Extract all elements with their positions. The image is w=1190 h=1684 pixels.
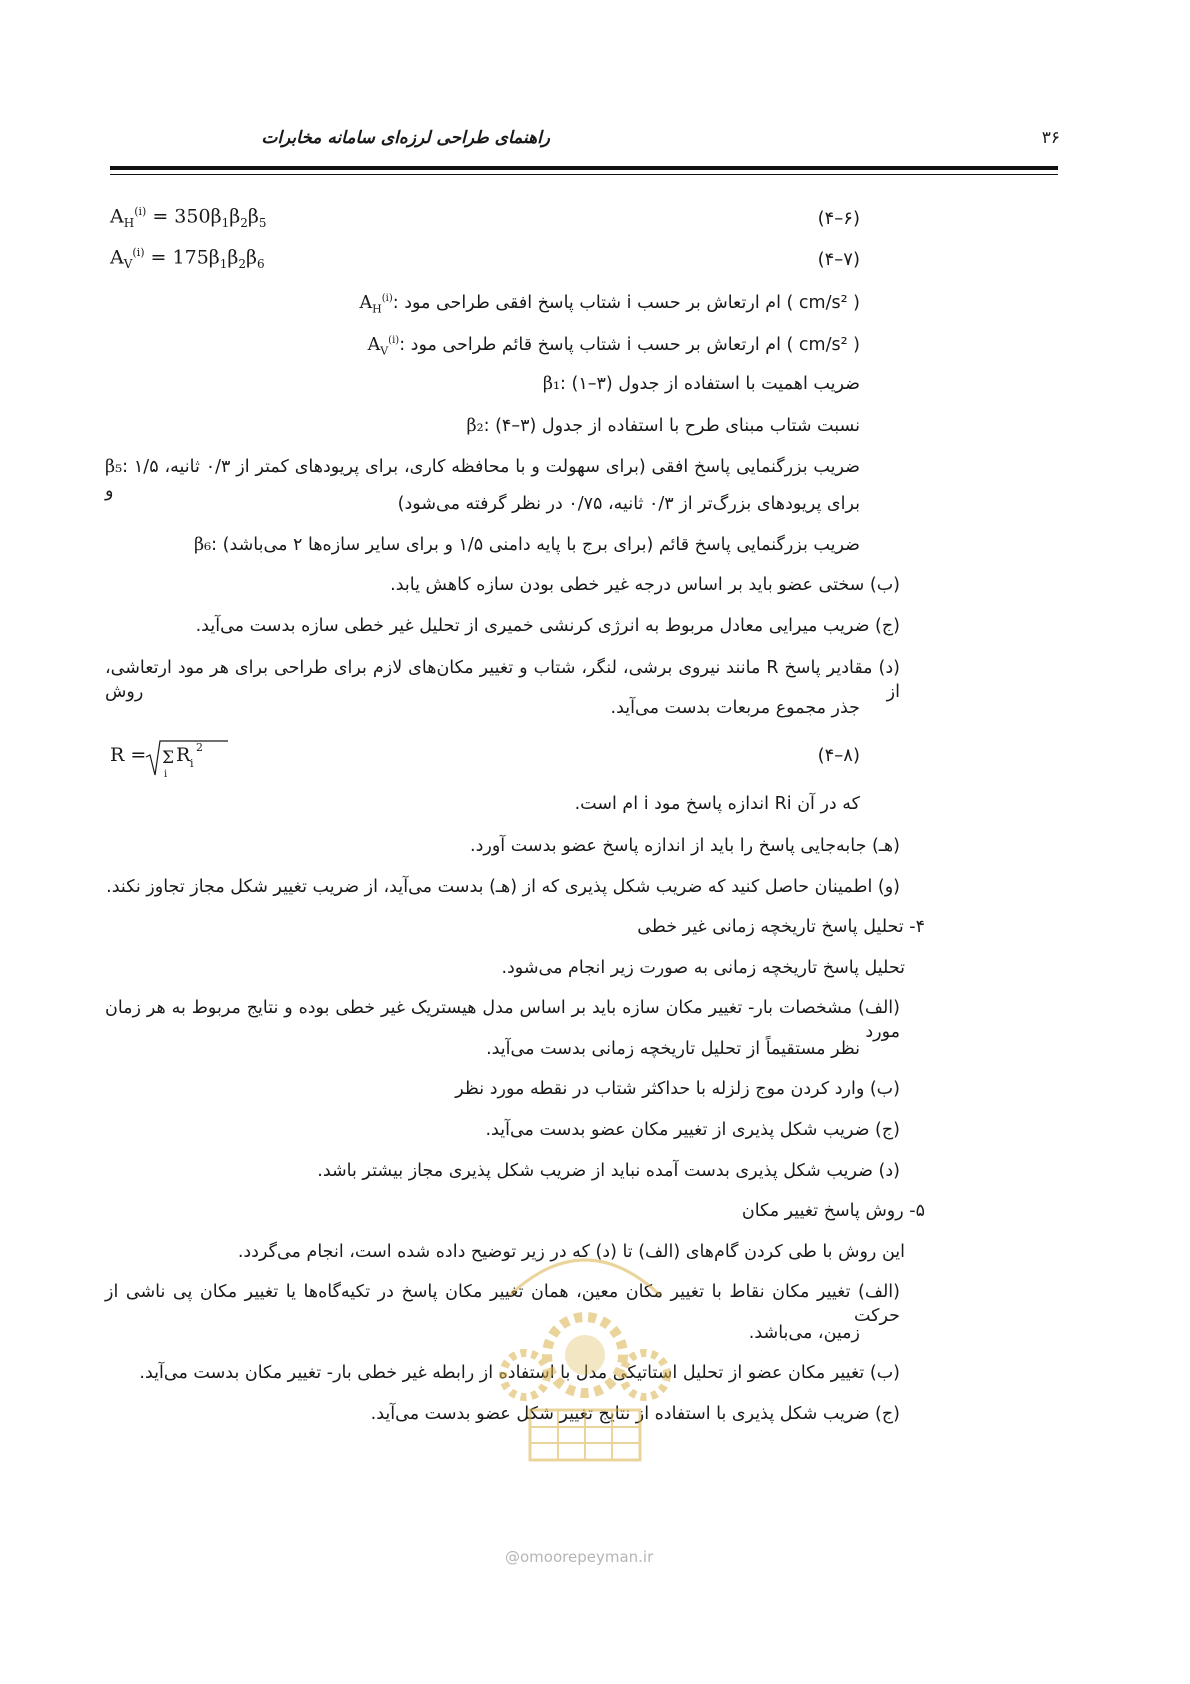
definition-beta6	[194, 533, 860, 557]
equation-8-number: (۸–۴)	[817, 745, 860, 766]
equation-7: $A_V^{(i)} = 175\beta_1\beta_2\beta_6$	[110, 246, 265, 272]
section-4-intro: تحلیل پاسخ تاریخچه زمانی به صورت زیر انجام می‌شود.	[501, 958, 905, 978]
header-rule	[110, 166, 1058, 170]
symbol-beta2: β₂	[466, 416, 484, 436]
definition-ah-text: : شتاب پاسخ افقی طراحی مود i ام ارتعاش بر حسب ( cm/s² )	[392, 292, 860, 313]
svg-text:R =: R =	[110, 744, 147, 766]
symbol-beta6: β₆	[194, 535, 212, 555]
paragraph-he: (هـ) جابه‌جایی پاسخ را باید از اندازه پاسخ عضو بدست آورد.	[470, 836, 900, 856]
definition-av-text: : شتاب پاسخ قائم طراحی مود i ام ارتعاش بر حسب ( cm/s² )	[399, 334, 860, 355]
symbol-beta1: β₁	[542, 374, 561, 394]
paragraph-d-line2: جذر مجموع مربعات بدست می‌آید.	[610, 698, 860, 718]
equation-8	[110, 737, 230, 781]
definition-beta2	[466, 414, 860, 438]
section-5-j: (ج) ضریب شکل پذیری با استفاده از نتایج تغییر شکل عضو بدست می‌آید.	[370, 1404, 900, 1424]
symbol-av: $A_V^{(i)}$	[367, 334, 400, 358]
symbol-ah: $A_H^{(i)}$	[359, 292, 393, 316]
section-4-heading: ۴- تحلیل پاسخ تاریخچه زمانی غیر خطی	[637, 917, 925, 937]
symbol-beta5: β₅	[105, 457, 123, 477]
svg-text:i: i	[190, 757, 194, 770]
svg-text:2: 2	[196, 741, 203, 754]
paragraph-b: (ب) سختی عضو باید بر اساس درجه غیر خطی بودن سازه کاهش یابد.	[390, 575, 900, 595]
section-4-d: (د) ضریب شکل پذیری بدست آمده نباید از ضریب شکل پذیری مجاز بیشتر باشد.	[317, 1161, 900, 1181]
definition-beta5-text: : ضریب بزرگنمایی پاسخ افقی (برای سهولت و با محافظه کاری، برای پریودهای کمتر از ۰/۳ ثانیه، ۱/۵ و	[105, 457, 861, 501]
equation-7-number: (۷–۴)	[817, 249, 860, 270]
equation-8-svg	[110, 737, 230, 781]
running-header-title: راهنمای طراحی لرزه‌ای سامانه مخابرات	[261, 128, 550, 148]
definition-beta1-text: : ضریب اهمیت با استفاده از جدول (۳–۱)	[560, 374, 860, 394]
definition-ah	[359, 287, 860, 321]
section-5-alef-line1: (الف) تغییر مکان نقاط با تغییر مکان معین، همان تغییر مکان پاسخ در تکیه‌گاه‌ها یا تغییر مکان پی ناشی از حرکت	[105, 1282, 900, 1326]
watermark-url	[505, 1548, 653, 1566]
watermark-logo	[470, 1235, 700, 1495]
watermark-url-text: omoorepeyman.ir	[520, 1548, 654, 1566]
definition-beta2-text: : نسبت شتاب مبنای طرح با استفاده از جدول (۳–۴)	[483, 416, 860, 436]
svg-text:Σ: Σ	[162, 748, 175, 768]
logo-arc-icon	[510, 1260, 660, 1295]
header-rule-thin	[110, 174, 1058, 175]
equation-6-number: (۶–۴)	[817, 208, 860, 229]
watermark-at-icon: @	[505, 1548, 520, 1566]
section-5-intro: این روش با طی کردن گام‌های (الف) تا (د) که در زیر توضیح داده شده است، انجام می‌گردد.	[237, 1242, 905, 1262]
paragraph-d-line1: (د) مقادیر پاسخ R مانند نیروی برشی، لنگر، شتاب و تغییر مکان‌های لازم برای طراحی برای هر مود ارتعاشی، از روش	[105, 658, 900, 702]
section-4-alef-line2: نظر مستقیماً از تحلیل تاریخچه زمانی بدست می‌آید.	[486, 1039, 860, 1059]
page-number: ۳۶	[1041, 128, 1060, 148]
definition-av	[368, 329, 860, 363]
section-4-b: (ب) وارد کردن موج زلزله با حداکثر شتاب در نقطه مورد نظر	[455, 1079, 900, 1099]
definition-beta5-line2: برای پریودهای بزرگ‌تر از ۰/۳ ثانیه، ۰/۷۵ در نظر گرفته می‌شود)	[397, 494, 860, 514]
svg-text:R: R	[176, 744, 191, 766]
paragraph-j: (ج) ضریب میرایی معادل مربوط به انرژی کرنشی خمیری از تحلیل غیر خطی سازه بدست می‌آید.	[195, 616, 900, 636]
definition-beta6-text: : ضریب بزرگنمایی پاسخ قائم (برای برج با پایه دامنی ۱/۵ و برای سایر سازه‌ها ۲ می‌باشد)	[211, 535, 860, 555]
section-5-heading: ۵- روش پاسخ تغییر مکان	[741, 1201, 925, 1221]
definition-beta1	[543, 372, 860, 396]
watermark-logo-svg	[470, 1235, 700, 1495]
section-4-alef-line1: (الف) مشخصات بار- تغییر مکان سازه باید بر اساس مدل هیستریک غیر خطی بوده و نتایج مربوط به هر زمان مورد	[105, 998, 900, 1042]
section-5-b: (ب) تغییر مکان عضو از تحلیل استاتیکی مدل با استفاده از رابطه غیر خطی بار- تغییر مکان بدست می‌آید.	[139, 1363, 900, 1383]
section-5-alef-line2: زمین، می‌باشد.	[748, 1323, 860, 1343]
paragraph-ri: که در آن Ri اندازه پاسخ مود i ام است.	[574, 794, 860, 814]
section-4-j: (ج) ضریب شکل پذیری از تغییر مکان عضو بدست می‌آید.	[485, 1120, 900, 1140]
paragraph-v: (و) اطمینان حاصل کنید که ضریب شکل پذیری که از (هـ) بدست می‌آید، از ضریب تغییر شکل مجاز تجاوز نکند.	[106, 877, 900, 897]
svg-text:i: i	[164, 769, 168, 780]
equation-6: $A_H^{(i)} = 350\beta_1\beta_2\beta_5$	[110, 205, 267, 231]
